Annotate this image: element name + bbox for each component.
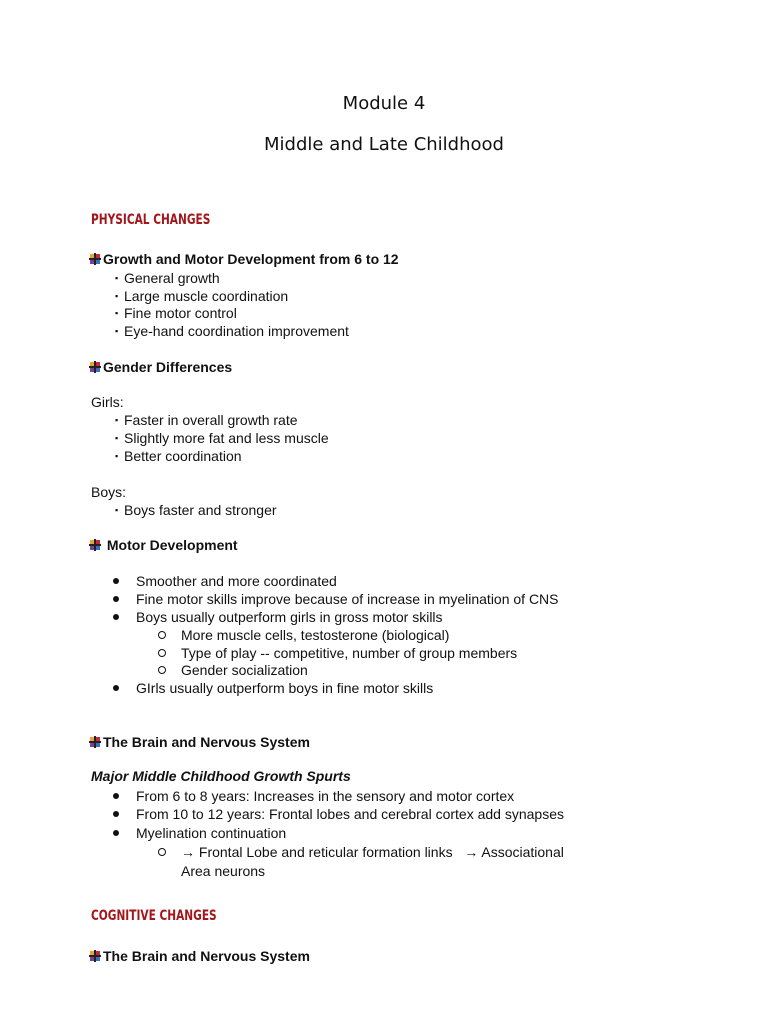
topic-brain-label: The Brain and Nervous System	[103, 734, 310, 750]
list-item: ▪ Fine motor control	[115, 305, 237, 321]
topic-cognitive-brain-label: The Brain and Nervous System	[103, 948, 310, 964]
topic-motor-label: Motor Development	[103, 537, 238, 553]
topic-motor	[89, 537, 238, 553]
topic-gender-label: Gender Differences	[103, 359, 233, 375]
topic-growth	[89, 251, 399, 267]
colored-cross-icon	[89, 736, 101, 748]
colored-cross-icon	[89, 950, 101, 962]
list-item: GIrls usually outperform boys in fine motor skills	[113, 680, 433, 696]
list-item: ▪ Slightly more fat and less muscle	[115, 430, 329, 446]
colored-cross-icon	[89, 361, 101, 373]
module-title: Module 4	[342, 93, 426, 114]
list-item: From 10 to 12 years: Frontal lobes and cerebral cortex add synapses	[113, 806, 564, 822]
list-item: Fine motor skills improve because of increase in myelination of CNS	[113, 591, 559, 607]
list-item: Myelination continuation	[113, 825, 286, 841]
sub-list-item: Type of play -- competitive, number of group members	[158, 645, 517, 661]
list-item: ▪ Boys faster and stronger	[115, 502, 277, 518]
topic-cognitive-brain	[89, 948, 310, 964]
list-item: ▪ Better coordination	[115, 448, 242, 464]
sub-list-item: → Frontal Lobe and reticular formation links → Associational	[158, 844, 564, 860]
sub-list-item-continuation: Area neurons	[181, 863, 266, 879]
list-item: ▪ Faster in overall growth rate	[115, 412, 298, 428]
list-item: Smoother and more coordinated	[113, 573, 337, 589]
boys-label: Boys:	[91, 484, 127, 500]
section-heading-physical: PHYSICAL CHANGES	[91, 212, 211, 228]
sub-list-item: More muscle cells, testosterone (biological)	[158, 627, 449, 643]
topic-brain	[89, 734, 310, 750]
page-subtitle: Middle and Late Childhood	[264, 134, 504, 155]
growth-spurts-heading: Major Middle Childhood Growth Spurts	[91, 768, 351, 784]
girls-label: Girls:	[91, 394, 124, 410]
colored-cross-icon	[89, 253, 101, 265]
list-item: ▪ Eye-hand coordination improvement	[115, 323, 349, 339]
topic-growth-label: Growth and Motor Development from 6 to 12	[103, 251, 399, 267]
section-heading-cognitive: COGNITIVE CHANGES	[91, 908, 217, 924]
list-item: From 6 to 8 years: Increases in the sensory and motor cortex	[113, 788, 514, 804]
topic-gender	[89, 359, 232, 375]
colored-cross-icon	[89, 539, 101, 551]
list-item: Boys usually outperform girls in gross motor skills	[113, 609, 443, 625]
sub-list-item: Gender socialization	[158, 662, 308, 678]
list-item: ▪ Large muscle coordination	[115, 288, 288, 304]
list-item: ▪ General growth	[115, 270, 220, 286]
